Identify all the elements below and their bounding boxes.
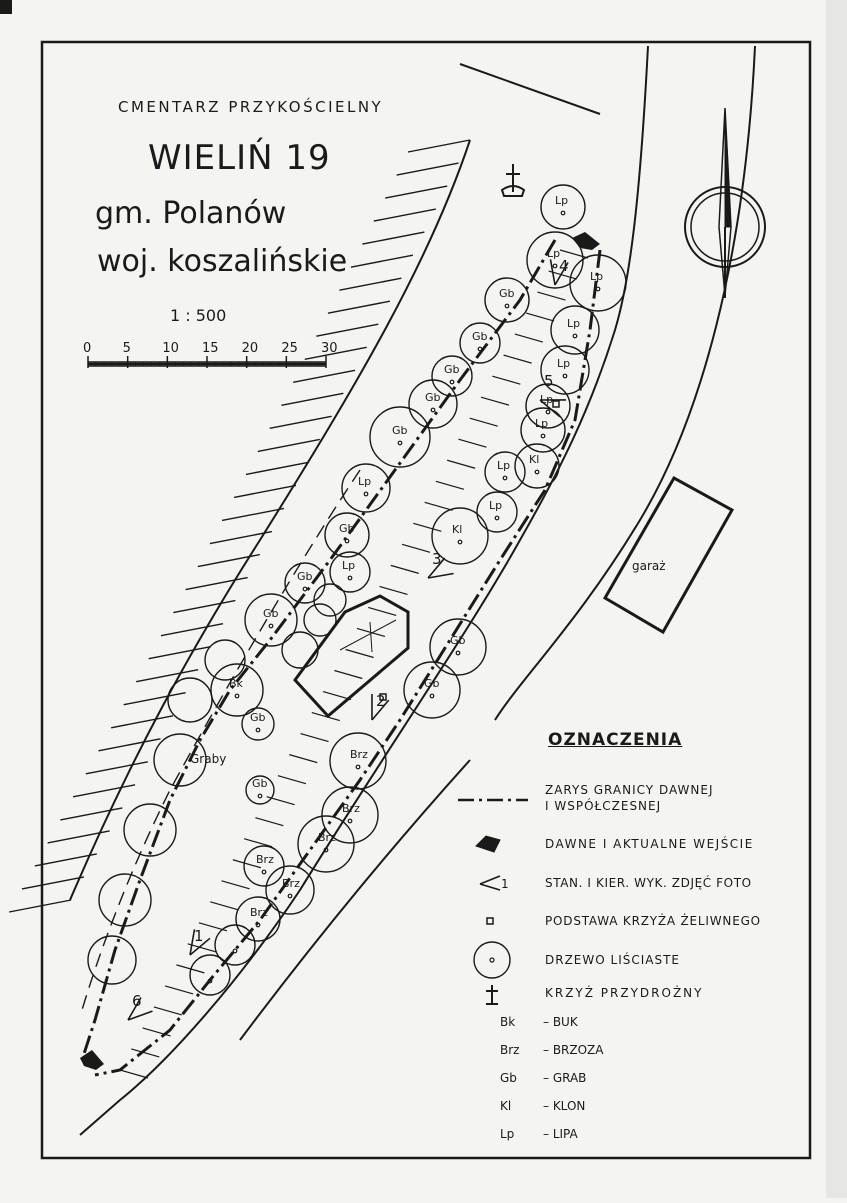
tree-code-label: Gb	[339, 522, 355, 535]
abbr-brz-name: – BRZOZA	[543, 1043, 603, 1057]
legend-tree-label: DRZEWO LIŚCIASTE	[545, 953, 680, 967]
tree-gb	[325, 513, 369, 557]
tree-code-label: Lp	[358, 475, 371, 488]
photo-station-icon	[480, 876, 500, 890]
tree-code-label: Gb	[252, 777, 268, 790]
hedge-tree	[124, 804, 176, 856]
tree-code-label: Gb	[472, 330, 488, 343]
tree-code-label: Lp	[567, 317, 580, 330]
abbr-gb-name: – GRAB	[543, 1071, 586, 1085]
scale-tick-label: 0	[83, 341, 91, 356]
tree-code-label: Gb	[444, 363, 460, 376]
tree-brz	[244, 846, 284, 886]
hedge-tree	[314, 584, 346, 616]
map-title: WIELIŃ 19	[148, 138, 331, 178]
hedge-tree	[282, 632, 318, 668]
scale-tick-label: 30	[321, 341, 338, 356]
legend-title: OZNACZENIA	[548, 730, 682, 750]
tree-code-label: Lp	[497, 459, 510, 472]
tree-code-label: Gb	[499, 287, 515, 300]
tree-code-label: Brz	[350, 748, 368, 761]
hedge-label: Graby	[190, 752, 226, 766]
cross-base-icon	[487, 918, 493, 924]
tree-code-label: Gb	[450, 634, 466, 647]
scale-tick-label: 20	[242, 341, 259, 356]
photo-station-number: 3	[432, 550, 442, 568]
tree-gb	[485, 278, 529, 322]
tree-brz	[190, 955, 230, 995]
tree-gb	[242, 708, 274, 740]
photo-station-icon	[190, 927, 210, 955]
legend-boundary-label-2: I WSPÓŁCZESNEJ	[545, 799, 661, 813]
photo-station-number: 5	[544, 372, 554, 390]
tree-code-label: Brz	[256, 853, 274, 866]
legend-symbols	[458, 800, 528, 1004]
svg-text:1: 1	[501, 877, 509, 891]
photo-station-icon	[428, 550, 454, 578]
legend-boundary-label-1: ZARYS GRANICY DAWNEJ	[545, 783, 714, 797]
photo-station-number: 2	[376, 692, 386, 710]
scale-tick-label: 5	[123, 341, 131, 356]
tree-code-label: Gb	[425, 391, 441, 404]
voivodeship-label: woj. koszalińskie	[97, 244, 347, 279]
tree-code-label: Lp	[489, 499, 502, 512]
tree-code-label: Brz	[318, 831, 336, 844]
tree-lp	[477, 492, 517, 532]
tree-brz	[266, 866, 314, 914]
photo-station-number: 1	[194, 927, 204, 945]
tree-code-label: Gb	[392, 424, 408, 437]
tree-code-label: Lp	[342, 559, 355, 572]
tree-code-label: Brz	[250, 906, 268, 919]
abbr-kl-code: Kl	[500, 1099, 511, 1113]
garage-label: garaż	[632, 559, 666, 573]
tree-gb	[460, 323, 500, 363]
scale-label: 1 : 500	[170, 306, 226, 325]
abbr-bk-code: Bk	[500, 1015, 515, 1029]
tree-gb	[285, 563, 325, 603]
tree-lp	[330, 552, 370, 592]
tree-code-label: Lp	[547, 247, 560, 260]
scale-tick-label: 15	[202, 341, 219, 356]
garage-building	[605, 478, 732, 632]
entrance-arrow-icon	[572, 232, 600, 250]
scale-bar	[83, 341, 338, 368]
commune-label: gm. Polanów	[95, 196, 286, 231]
tree-code-label: Bk	[229, 677, 244, 690]
deciduous-tree-icon	[474, 942, 510, 978]
tree-code-label: Brz	[282, 877, 300, 890]
entrance-arrow-icon	[80, 1050, 104, 1070]
photo-station-number: 6	[132, 992, 142, 1010]
tree-brz	[236, 897, 280, 941]
map-subtitle: CMENTARZ PRZYKOŚCIELNY	[118, 98, 383, 116]
wayside-cross-icon	[502, 164, 524, 196]
scale-tick-label: 25	[281, 341, 298, 356]
tree-code-label: Lp	[555, 194, 568, 207]
scale-tick-label: 10	[162, 341, 179, 356]
tree-brz	[298, 816, 354, 872]
tree-code-label: Lp	[590, 270, 603, 283]
abbr-lp-name: – LIPA	[543, 1127, 578, 1141]
tree-code-label: Kl	[452, 523, 462, 536]
cross-bases	[380, 401, 559, 700]
photo-station-icon	[550, 257, 568, 285]
tree-gb	[409, 380, 457, 428]
tree-code-label: Brz	[342, 802, 360, 815]
abbr-brz-code: Brz	[500, 1043, 519, 1057]
tree-bk	[211, 664, 263, 716]
wayside-cross-icon	[486, 985, 498, 1004]
abbr-gb-code: Gb	[500, 1071, 517, 1085]
entrances	[80, 232, 600, 1070]
abbr-kl-name: – KLON	[543, 1099, 585, 1113]
hedge-tree	[205, 640, 245, 680]
abbr-bk-name: – BUK	[543, 1015, 578, 1029]
legend-cross-base-label: PODSTAWA KRZYŻA ŻELIWNEGO	[545, 914, 761, 928]
legend-photo-label: STAN. I KIER. WYK. ZDJĘĆ FOTO	[545, 876, 752, 890]
cross-base-icon	[553, 401, 559, 407]
tree-code-label: Lp	[540, 393, 553, 406]
north-arrow-icon	[685, 108, 765, 298]
abbr-lp-code: Lp	[500, 1127, 514, 1141]
tree-gb	[246, 776, 274, 804]
tree-code-label: Gb	[424, 677, 440, 690]
hedge-tree	[168, 678, 212, 722]
tree-code-label: Lp	[535, 417, 548, 430]
legend-entrance-label: DAWNE I AKTUALNE WEJŚCIE	[545, 837, 754, 851]
legend-cross-label: KRZYŻ PRZYDROŻNY	[545, 986, 703, 1000]
tree-code-label: Kl	[529, 453, 539, 466]
tree-lp	[485, 452, 525, 492]
hedge-tree	[304, 604, 336, 636]
tree-code-label: Gb	[297, 570, 313, 583]
photo-station-number: 4	[559, 257, 569, 275]
tree-code-label: Lp	[557, 357, 570, 370]
tree-gb	[370, 407, 430, 467]
trees-layer	[88, 185, 626, 995]
entrance-arrow-icon	[476, 836, 500, 852]
tree-code-label: Gb	[263, 607, 279, 620]
tree-code-label: Gb	[250, 711, 266, 724]
tree-gb	[404, 662, 460, 718]
tree-lp	[541, 185, 585, 229]
photo-station-icon	[128, 992, 152, 1020]
